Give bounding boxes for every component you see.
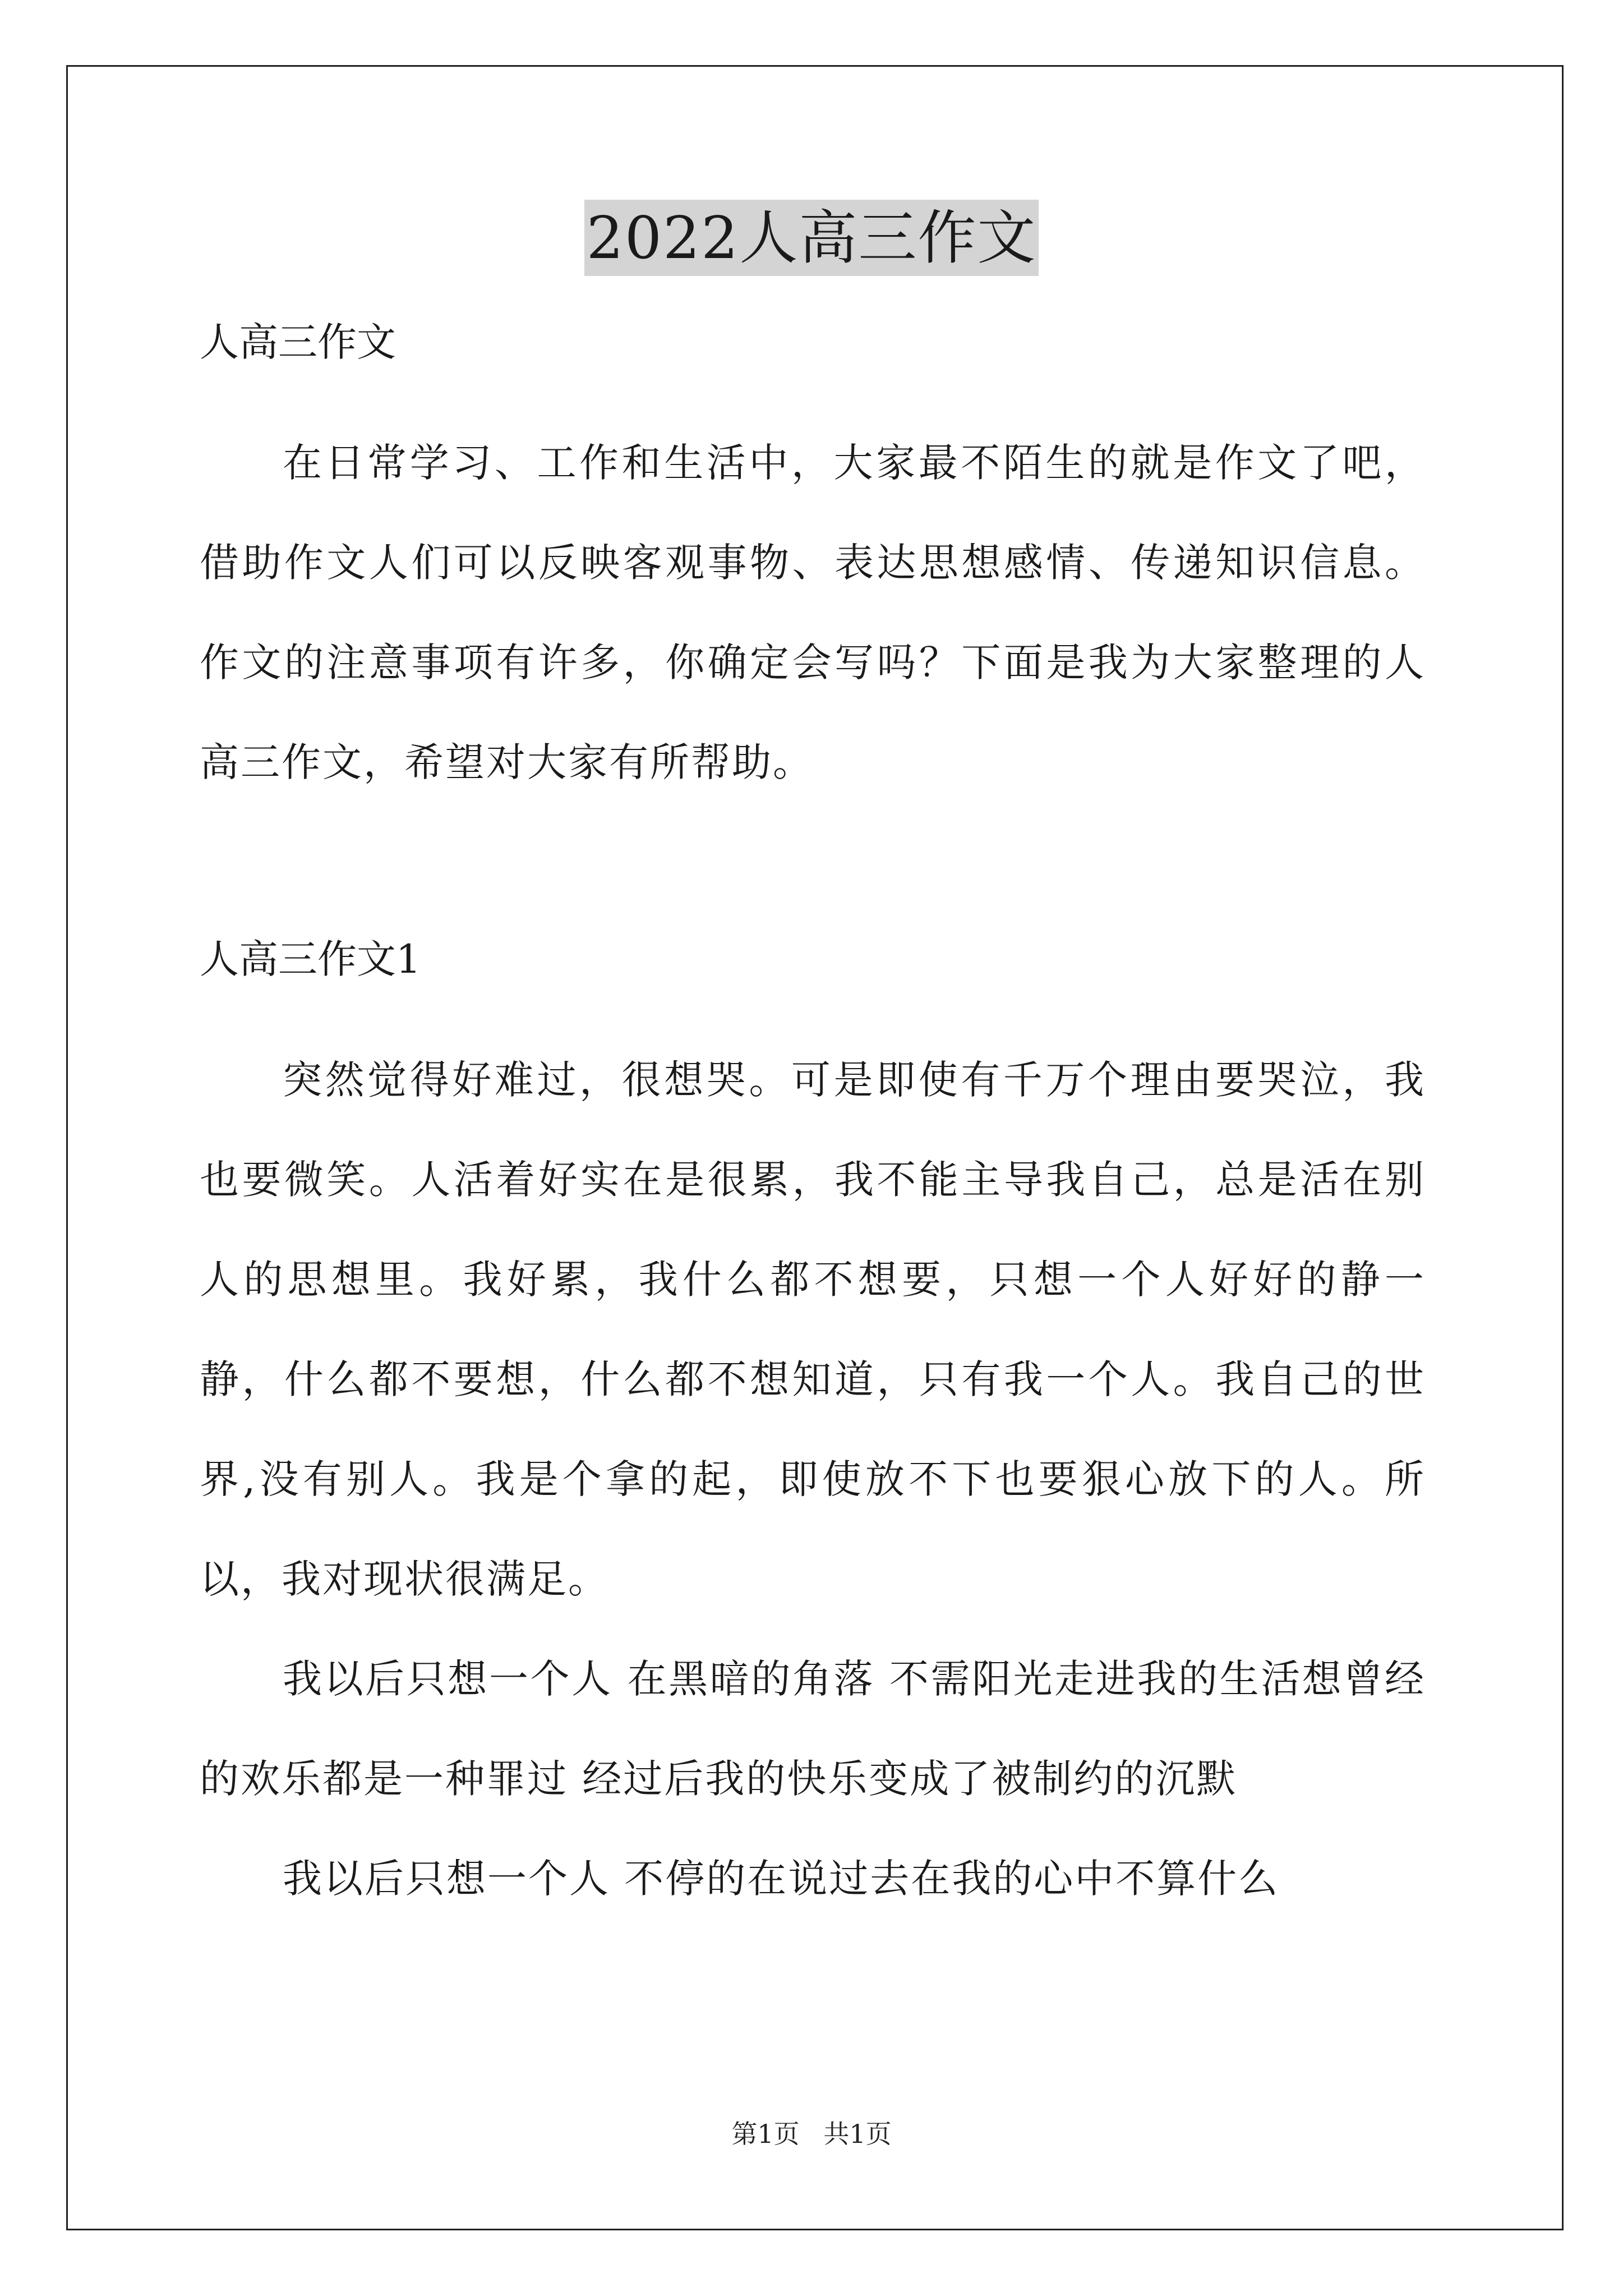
- section1-heading: 人高三作文1: [200, 936, 421, 982]
- section1-paragraph-1: 突然觉得好难过，很想哭。可是即使有千万个理由要哭泣，我也要微笑。人活着好实在是很累，我不能主导我自己，总是活在别人的思想里。我好累，我什么都不想要，只想一个人好好的静一静，什么都不要想，什么都不想知道，只有我一个人。我自己的世界,没有别人。我是个拿的起，即使放不下也要狠心放下的人。所以，我对现状很满足。: [200, 1057, 1426, 1602]
- document-title: 2022人高三作文: [584, 200, 1039, 276]
- document-body: [200, 314, 1426, 1929]
- page-total: 共1页: [823, 2119, 892, 2149]
- page-footer: [0, 2117, 1623, 2151]
- intro-heading: 人高三作文: [200, 319, 396, 365]
- title-container: [0, 200, 1623, 276]
- section1-paragraph-2: 我以后只想一个人 在黑暗的角落 不需阳光走进我的生活想曾经的欢乐都是一种罪过 经过后我的快乐变成了被制约的沉默: [200, 1656, 1426, 1802]
- intro-paragraph: 在日常学习、工作和生活中，大家最不陌生的就是作文了吧，借助作文人们可以反映客观事物、表达思想感情、传递知识信息。作文的注意事项有许多，你确定会写吗？下面是我为大家整理的人高三作文，希望对大家有所帮助。: [200, 440, 1426, 785]
- section1-paragraph-3: 我以后只想一个人 不停的在说过去在我的心中不算什么: [283, 1856, 1280, 1902]
- page-number: 第1页: [731, 2119, 800, 2149]
